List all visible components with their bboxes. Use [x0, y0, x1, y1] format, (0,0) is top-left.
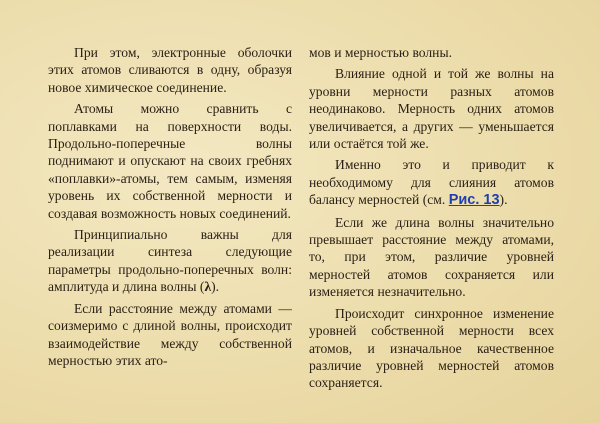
- right-column: [309, 44, 554, 396]
- paragraph: Влияние одной и той же волны на уровни мерности разных атомов неодинаково. Мерность одних атомов увеличивается, а других — уменьшается или остаётся той же.: [309, 66, 554, 152]
- figure-13-link[interactable]: Рис. 13: [448, 192, 500, 209]
- paragraph-text: ).: [211, 279, 220, 295]
- paragraph-text: ).: [499, 192, 508, 208]
- lambda-symbol: λ: [204, 279, 212, 295]
- left-column: [48, 44, 292, 373]
- paragraph-text: Принципиально важны для реализации синтеза следующие параметры продольно-поперечных волн: амплитуда и длина волны (: [48, 227, 292, 295]
- paragraph: При этом, электронные оболочки этих атомов сливаются в одну, образуя новое химическое соединение.: [48, 45, 292, 95]
- paragraph: Атомы можно сравнить с поплавками на поверхности воды. Продольно-поперечные волны поднимают и опускают на своих гребнях «поплавки»-атомы, тем самым, изменяя уровень их собственной мерности и создавая возможность новых соединений.: [48, 101, 292, 221]
- paragraph-text: Именно это и приводит к необходимому для слияния атомов балансу мерностей (см.: [309, 157, 554, 208]
- paragraph: Если расстояние между атомами — соизмеримо с длиной волны, происходит взаимодействие между собственной мерностью этих ато-: [48, 300, 292, 368]
- paragraph: [309, 156, 554, 209]
- paragraph: Происходит синхронное изменение уровней собственной мерности всех атомов, и изначальное качественное различие уровней мерностей атомов сохраняется.: [309, 305, 554, 391]
- paragraph: [48, 226, 292, 296]
- paragraph: Если же длина волны значительно превышает расстояние между атомами, то, при этом, различие уровней мерностей атомов сохраняется или изменяется незначительно.: [309, 214, 554, 300]
- paragraph-continuation: мов и мерностью волны.: [309, 45, 452, 60]
